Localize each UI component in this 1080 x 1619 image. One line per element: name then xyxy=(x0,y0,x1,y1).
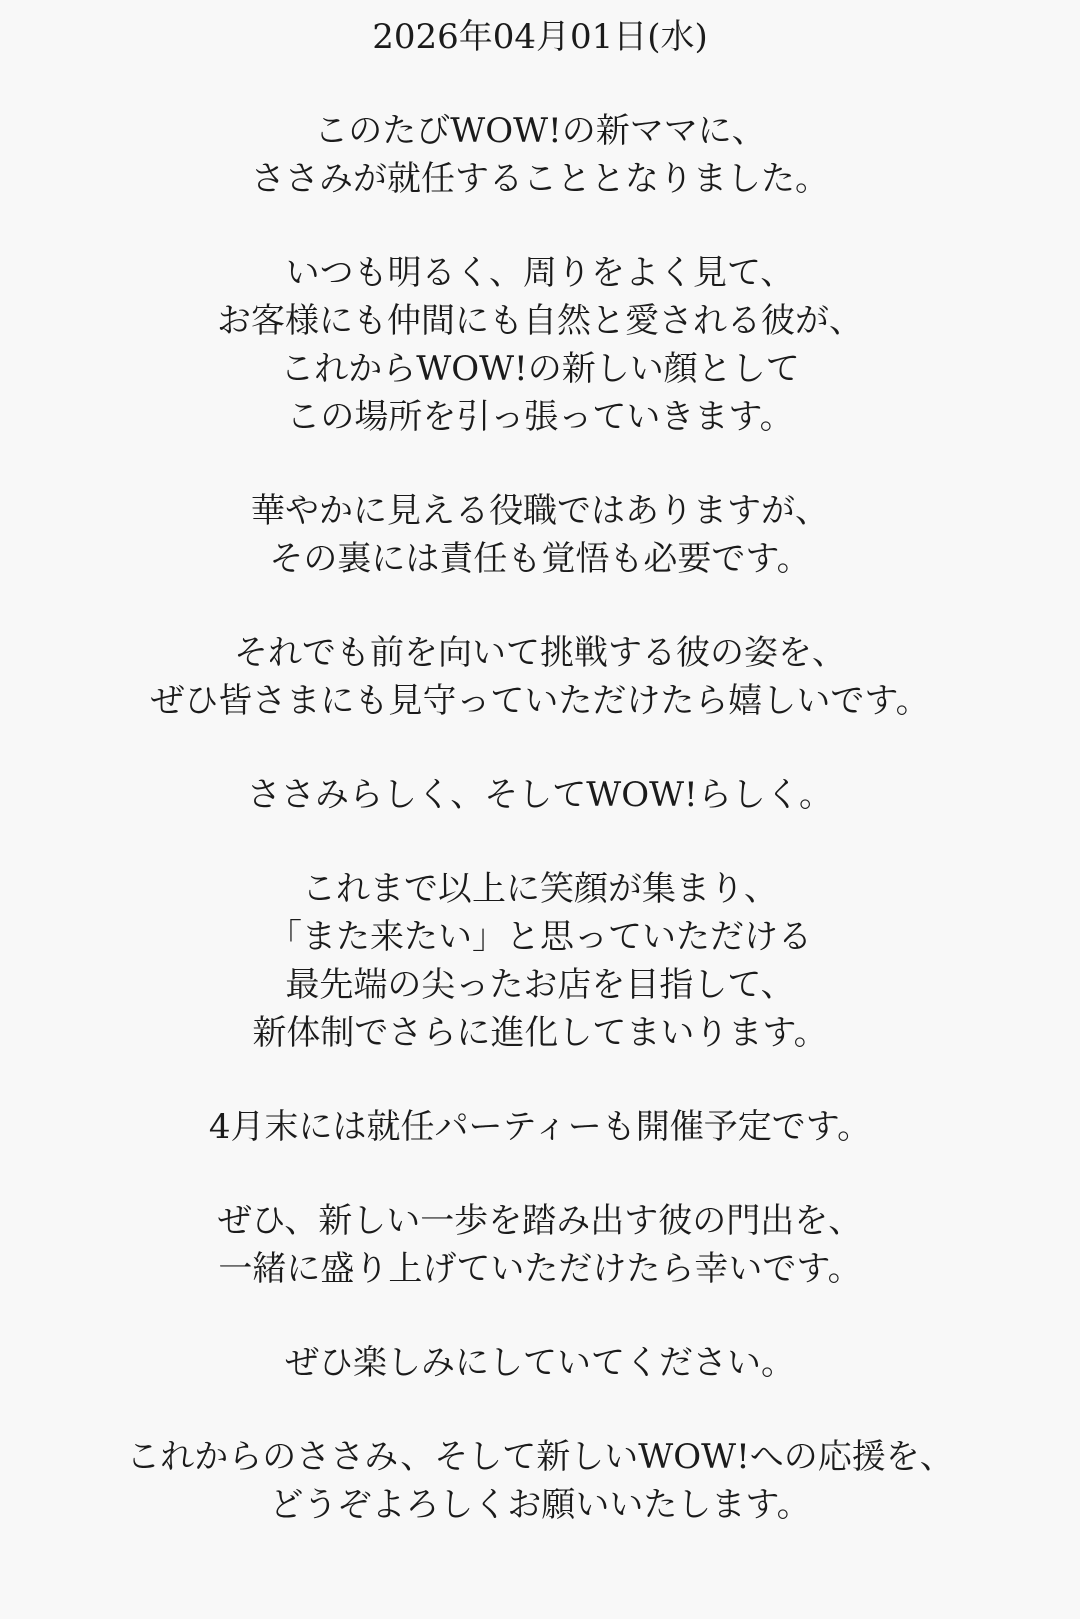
paragraph xyxy=(0,1433,1080,1529)
text-line: 華やかに見える役職ではありますが、 xyxy=(251,491,829,531)
paragraph xyxy=(0,865,1080,1057)
paragraph xyxy=(0,771,1080,819)
text-line: 4月末には就任パーティーも開催予定です。 xyxy=(208,1107,872,1147)
text-line: お客様にも仲間にも自然と愛される彼が、 xyxy=(217,301,863,341)
text-line: 「また来たい」と思っていただける xyxy=(268,917,812,957)
text-line: ぜひ、新しい一歩を踏み出す彼の門出を、 xyxy=(217,1201,863,1241)
paragraph xyxy=(0,487,1080,583)
text-line: 新体制でさらに進化してまいります。 xyxy=(252,1013,828,1053)
announcement-body xyxy=(0,107,1080,1529)
text-line: これまで以上に笑顔が集まり、 xyxy=(302,869,778,909)
text-line: その裏には責任も覚悟も必要です。 xyxy=(269,539,811,579)
text-line: ささみが就任することとなりました。 xyxy=(251,159,829,199)
paragraph xyxy=(0,1103,1080,1151)
text-line: いつも明るく、周りをよく見て、 xyxy=(285,253,795,293)
paragraph xyxy=(0,1197,1080,1293)
date-line: 2026年04月01日(水) xyxy=(372,17,708,57)
text-line: ぜひ楽しみにしていてください。 xyxy=(285,1343,795,1383)
paragraph xyxy=(0,249,1080,441)
paragraph xyxy=(0,107,1080,203)
text-line: この場所を引っ張っていきます。 xyxy=(286,397,794,437)
text-line: ぜひ皆さまにも見守っていただけたら嬉しいです。 xyxy=(150,681,930,721)
text-line: 一緒に盛り上げていただけたら幸いです。 xyxy=(218,1249,862,1289)
text-line: このたびWOW!の新ママに、 xyxy=(314,111,766,151)
paragraph xyxy=(0,629,1080,725)
paragraph xyxy=(0,1339,1080,1387)
text-line: 最先端の尖ったお店を目指して、 xyxy=(285,965,795,1005)
text-line: これからWOW!の新しい顔として xyxy=(280,349,800,389)
text-line: これからのささみ、そして新しいWOW!への応援を、 xyxy=(126,1437,954,1477)
text-line: どうぞよろしくお願いいたします。 xyxy=(269,1485,811,1525)
text-line: それでも前を向いて挑戦する彼の姿を、 xyxy=(234,633,846,673)
text-line: ささみらしく、そしてWOW!らしく。 xyxy=(246,775,834,815)
